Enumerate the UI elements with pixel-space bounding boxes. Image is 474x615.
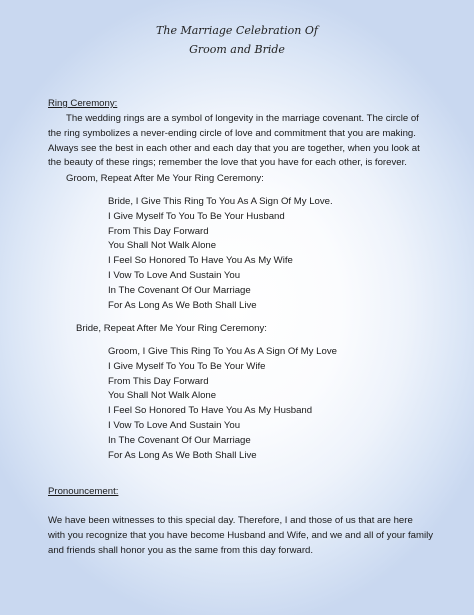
pronouncement-paragraph [48,514,438,558]
vow-line: I Vow To Love And Sustain You [108,269,241,281]
vow-line: From This Day Forward [108,225,209,237]
document-title: The Marriage Celebration Of [156,24,318,37]
vow-line: For As Long As We Both Shall Live [108,449,257,461]
vow-line: I Give Myself To You To Be Your Husband [108,210,285,222]
bride-intro: Bride, Repeat After Me Your Ring Ceremony: [76,323,267,334]
vow-line: I Vow To Love And Sustain You [108,419,241,431]
paragraph-line: Always see the best in each other and each day that you are together, when you look at [48,142,420,154]
vow-line: I Feel So Honored To Have You As My Husband [108,405,313,417]
vow-line: Groom, I Give This Ring To You As A Sign Of My Love [108,346,337,357]
vow-line: You Shall Not Walk Alone [108,240,217,252]
vow-line: In The Covenant Of Our Marriage [108,284,251,296]
paragraph-line: and friends shall honor you as the same from this day forward. [48,544,314,556]
vow-line: I Give Myself To You To Be Your Wife [108,360,266,372]
vow-line: In The Covenant Of Our Marriage [108,434,251,446]
vow-line: For As Long As We Both Shall Live [108,299,257,311]
vow-line: You Shall Not Walk Alone [108,390,217,402]
vow-line: I Feel So Honored To Have You As My Wife [108,255,293,267]
paragraph-line: The wedding rings are a symbol of longevity in the marriage covenant. The circle of [66,113,419,124]
groom-vows [108,195,333,313]
groom-intro: Groom, Repeat After Me Your Ring Ceremony: [66,173,264,184]
paragraph-line: with you recognize that you have become Husband and Wife, and we and all of your family [48,529,434,541]
paragraph-line: the beauty of these rings; remember the love that you have for each other, is forever. [48,157,407,169]
document-subtitle: Groom and Bride [189,43,285,56]
vow-line: From This Day Forward [108,375,209,387]
ring-ceremony-paragraph [48,112,438,171]
pronouncement-heading: Pronouncement: [48,486,119,497]
ring-ceremony-heading: Ring Ceremony: [48,98,118,109]
bride-vows [108,345,337,463]
paragraph-line: We have been witnesses to this special day. Therefore, I and those of us that are here [48,515,413,526]
vow-line: Bride, I Give This Ring To You As A Sign Of My Love. [108,196,333,207]
paragraph-line: the ring symbolizes a never-ending circle of love and commitment that you are making. [48,127,416,139]
